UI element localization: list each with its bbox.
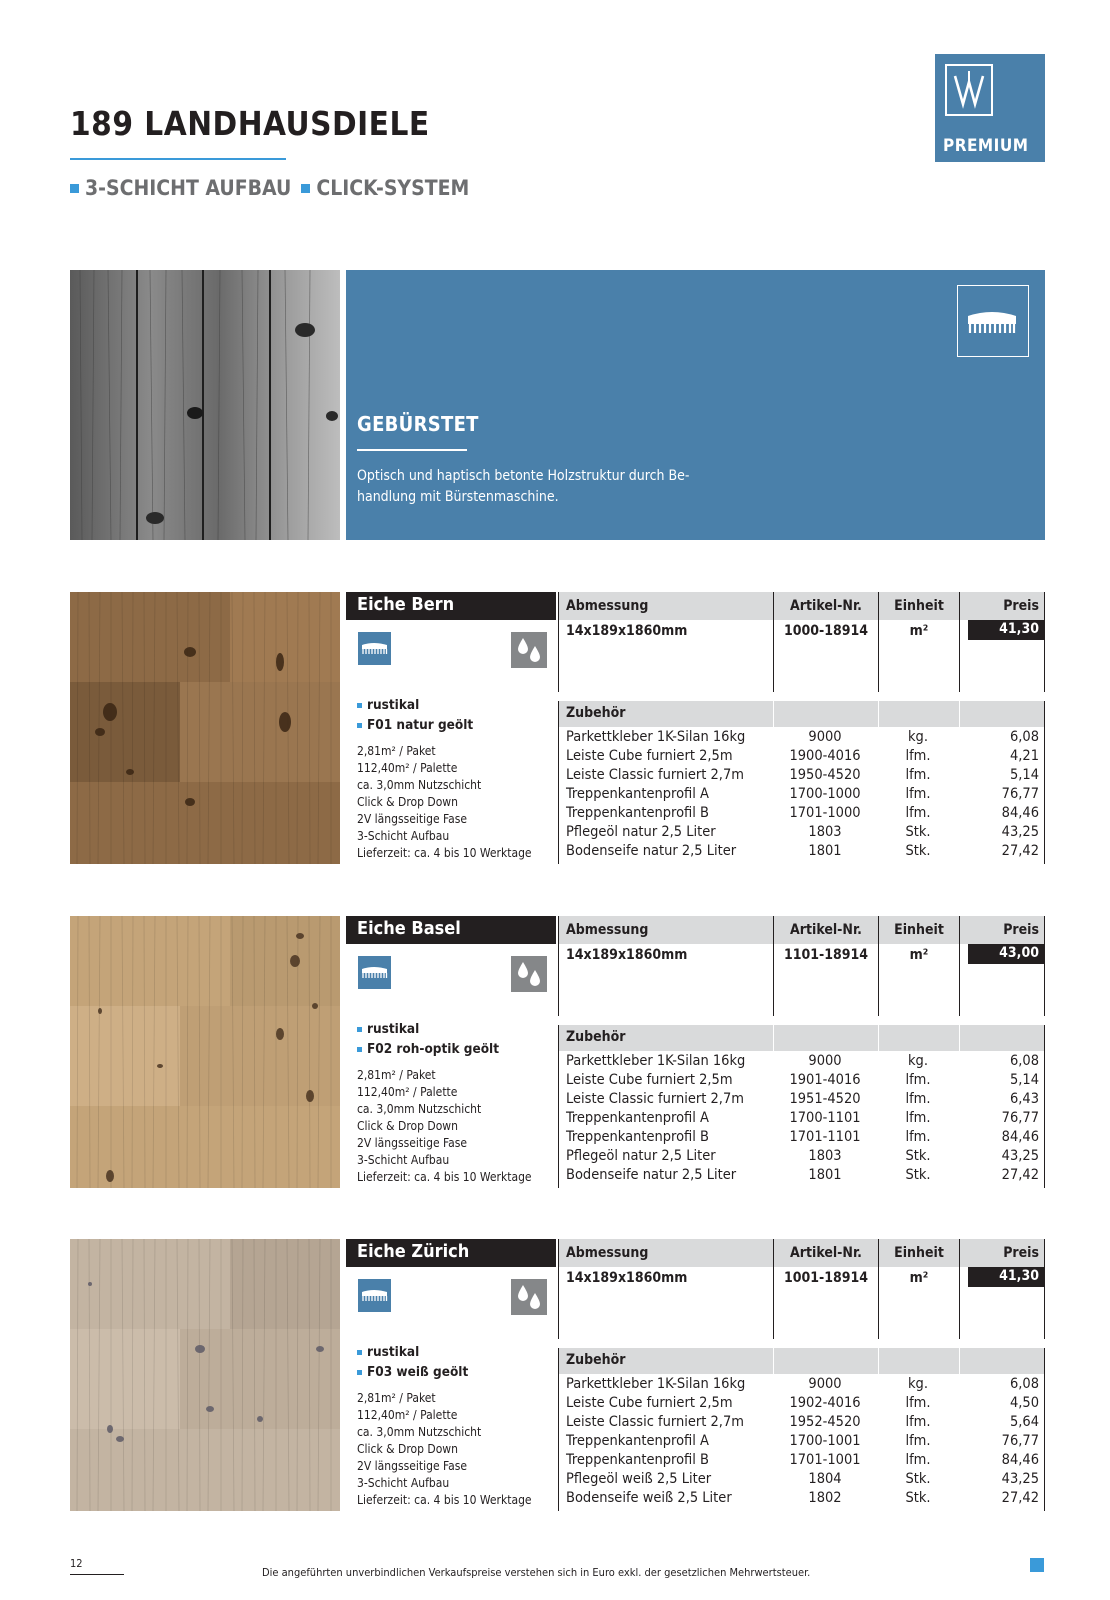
accessory-price: 4,50 <box>1009 1395 1039 1411</box>
spec-item: Lieferzeit: ca. 4 bis 10 Werktage <box>357 846 532 860</box>
wood-sample-image <box>70 1239 340 1511</box>
spec-item: 112,40m² / Palette <box>357 1408 458 1422</box>
spec-item: 3-Schicht Aufbau <box>357 1153 450 1167</box>
accessory-unit: Stk. <box>905 1167 931 1183</box>
finish-text: F03 weiß geölt <box>367 1364 469 1380</box>
finish-label <box>357 1362 557 1382</box>
accessory-unit: lfm. <box>905 1414 931 1430</box>
main-dimension: 14x189x1860mm <box>566 947 688 963</box>
main-article: 1000-18914 <box>783 623 869 639</box>
accessory-price: 76,77 <box>1001 786 1039 802</box>
accessory-price: 84,46 <box>1001 805 1039 821</box>
table-divider <box>1044 701 1045 864</box>
price-table <box>558 592 1045 864</box>
accessory-row <box>558 824 1045 843</box>
accessory-row <box>558 1129 1045 1148</box>
table-divider <box>959 1025 960 1051</box>
accessory-price: 43,25 <box>1001 1148 1039 1164</box>
accessories-header-cell <box>774 1348 878 1374</box>
spec-item: 3-Schicht Aufbau <box>357 1476 450 1490</box>
accessory-row <box>558 748 1045 767</box>
accessory-name: Treppenkantenprofil B <box>566 805 709 821</box>
spec-item: 112,40m² / Palette <box>357 761 458 775</box>
table-divider <box>558 592 559 692</box>
accessory-article: 1950-4520 <box>789 767 861 783</box>
accessory-unit: Stk. <box>905 843 931 859</box>
accessories-header-cell <box>960 1348 1045 1374</box>
accessory-article: 1801 <box>808 843 842 859</box>
accessory-name: Leiste Cube furniert 2,5m <box>566 748 733 764</box>
brush-icon <box>358 632 391 665</box>
product-info <box>357 1342 557 1509</box>
header-price: Preis <box>960 1239 1045 1267</box>
title-underline <box>70 158 286 160</box>
brush-icon <box>358 956 391 989</box>
accessory-unit: lfm. <box>905 1395 931 1411</box>
accessory-name: Treppenkantenprofil B <box>566 1129 709 1145</box>
spec-item: 2,81m² / Paket <box>357 744 436 758</box>
accessory-price: 5,14 <box>1009 767 1039 783</box>
finish-text: F01 natur geölt <box>367 717 474 733</box>
accessory-row <box>558 1376 1045 1395</box>
accessory-price: 6,08 <box>1009 1053 1039 1069</box>
premium-badge <box>935 54 1045 162</box>
accessory-price: 76,77 <box>1001 1433 1039 1449</box>
accessory-price: 6,43 <box>1009 1091 1039 1107</box>
accessory-name: Treppenkantenprofil A <box>566 786 709 802</box>
accessory-unit: Stk. <box>905 1148 931 1164</box>
accessory-name: Leiste Cube furniert 2,5m <box>566 1072 733 1088</box>
grade-label <box>357 1019 557 1039</box>
accessory-unit: lfm. <box>905 1091 931 1107</box>
accessory-unit: lfm. <box>905 805 931 821</box>
accessory-row <box>558 1433 1045 1452</box>
accessories-header-cell <box>960 701 1045 727</box>
spec-list <box>357 1390 557 1509</box>
header-price: Preis <box>960 916 1045 944</box>
accessory-article: 1801 <box>808 1167 842 1183</box>
accessory-article: 1803 <box>808 824 842 840</box>
spec-item: Lieferzeit: ca. 4 bis 10 Werktage <box>357 1170 532 1184</box>
accessory-article: 1701-1000 <box>789 805 861 821</box>
accessory-name: Treppenkantenprofil A <box>566 1110 709 1126</box>
accessory-article: 9000 <box>808 1053 842 1069</box>
accessories-header-cell <box>879 701 959 727</box>
finish-label <box>357 1039 557 1059</box>
accessory-name: Leiste Classic furniert 2,7m <box>566 1414 744 1430</box>
accessory-price: 43,25 <box>1001 1471 1039 1487</box>
grade-text: rustikal <box>367 1344 420 1360</box>
table-divider <box>959 701 960 727</box>
price-table <box>558 916 1045 1188</box>
accessory-row <box>558 1395 1045 1414</box>
accessory-price: 4,21 <box>1009 748 1039 764</box>
spec-item: ca. 3,0mm Nutzschicht <box>357 1425 482 1439</box>
header-dimension: Abmessung <box>558 592 773 620</box>
spec-item: 2,81m² / Paket <box>357 1068 436 1082</box>
accessory-row <box>558 843 1045 862</box>
table-divider <box>959 592 960 692</box>
accessory-article: 1901-4016 <box>789 1072 861 1088</box>
finish-label <box>357 715 557 735</box>
header-article: Artikel-Nr. <box>774 1239 878 1267</box>
accessory-article: 1902-4016 <box>789 1395 861 1411</box>
feature-description <box>357 466 747 508</box>
page-number: 12 <box>70 1557 83 1570</box>
accessory-unit: Stk. <box>905 1490 931 1506</box>
accessory-unit: lfm. <box>905 1072 931 1088</box>
table-divider <box>558 1025 559 1188</box>
feature-description-line: Optisch und haptisch betonte Holzstruktur durch Be- <box>357 468 690 484</box>
accessories-header: Zubehör <box>558 1348 773 1374</box>
accessories-header-cell <box>774 1025 878 1051</box>
main-price: 43,00 <box>968 944 1045 964</box>
accessory-article: 1900-4016 <box>789 748 861 764</box>
page-number-underline <box>70 1574 124 1575</box>
table-divider <box>773 1025 774 1051</box>
accessories-header-cell <box>879 1348 959 1374</box>
accessory-row <box>558 786 1045 805</box>
feature-title-underline <box>357 449 467 451</box>
accessory-price: 27,42 <box>1001 843 1039 859</box>
accessory-unit: kg. <box>908 1053 928 1069</box>
bullet-square-icon <box>357 1047 362 1052</box>
header-price: Preis <box>960 592 1045 620</box>
spec-item: 2V längsseitige Fase <box>357 812 468 826</box>
main-article: 1001-18914 <box>783 1270 869 1286</box>
header-dimension: Abmessung <box>558 916 773 944</box>
accessory-name: Bodenseife natur 2,5 Liter <box>566 1167 737 1183</box>
accessory-unit: kg. <box>908 729 928 745</box>
main-article: 1101-18914 <box>783 947 869 963</box>
product-block <box>70 1239 1045 1511</box>
accessory-price: 76,77 <box>1001 1110 1039 1126</box>
spec-item: 2,81m² / Paket <box>357 1391 436 1405</box>
accessory-article: 1952-4520 <box>789 1414 861 1430</box>
accessory-name: Leiste Classic furniert 2,7m <box>566 767 744 783</box>
main-unit: m² <box>909 623 929 639</box>
accessory-row <box>558 1471 1045 1490</box>
accessory-article: 1700-1001 <box>789 1433 861 1449</box>
accessory-row <box>558 1110 1045 1129</box>
accessory-row <box>558 1452 1045 1471</box>
main-price: 41,30 <box>968 620 1045 640</box>
spec-item: ca. 3,0mm Nutzschicht <box>357 778 482 792</box>
bullet-square-icon <box>357 703 362 708</box>
accessory-name: Leiste Classic furniert 2,7m <box>566 1091 744 1107</box>
accessory-row <box>558 1053 1045 1072</box>
spec-item: Lieferzeit: ca. 4 bis 10 Werktage <box>357 1493 532 1507</box>
accessory-name: Pflegeöl natur 2,5 Liter <box>566 1148 716 1164</box>
brush-icon <box>957 285 1029 357</box>
table-divider <box>558 701 559 864</box>
accessory-article: 1701-1101 <box>789 1129 861 1145</box>
subtitle <box>70 176 469 200</box>
accessory-unit: lfm. <box>905 767 931 783</box>
accessory-price: 27,42 <box>1001 1167 1039 1183</box>
accessory-unit: lfm. <box>905 1129 931 1145</box>
bullet-square-icon <box>301 184 310 193</box>
bullet-square-icon <box>357 1350 362 1355</box>
accessory-row <box>558 1167 1045 1186</box>
accessory-name: Leiste Cube furniert 2,5m <box>566 1395 733 1411</box>
bullet-square-icon <box>70 184 79 193</box>
accessory-row <box>558 1072 1045 1091</box>
water-drops-icon <box>511 956 547 992</box>
wood-sample-image <box>70 592 340 864</box>
spec-item: Click & Drop Down <box>357 1442 458 1456</box>
water-drops-icon <box>511 1279 547 1315</box>
product-name: Eiche Basel <box>346 916 556 944</box>
product-name: Eiche Zürich <box>346 1239 556 1267</box>
table-divider <box>558 916 559 1016</box>
grade-label <box>357 695 557 715</box>
accessory-unit: lfm. <box>905 748 931 764</box>
accessory-unit: lfm. <box>905 786 931 802</box>
spec-item: 3-Schicht Aufbau <box>357 829 450 843</box>
table-divider <box>878 916 879 1016</box>
accessory-unit: lfm. <box>905 1433 931 1449</box>
product-info <box>357 1019 557 1186</box>
brushed-wood-image <box>70 270 340 540</box>
table-divider <box>773 1239 774 1339</box>
header-unit: Einheit <box>879 592 959 620</box>
footer-square-icon <box>1030 1558 1044 1572</box>
subtitle-item: 3-SCHICHT AUFBAU <box>85 176 292 200</box>
accessory-price: 6,08 <box>1009 729 1039 745</box>
spec-item: 112,40m² / Palette <box>357 1085 458 1099</box>
spec-item: 2V längsseitige Fase <box>357 1136 468 1150</box>
table-divider <box>1044 916 1045 1016</box>
main-price: 41,30 <box>968 1267 1045 1287</box>
accessory-row <box>558 805 1045 824</box>
header-article: Artikel-Nr. <box>774 592 878 620</box>
main-unit: m² <box>909 1270 929 1286</box>
table-divider <box>1044 1025 1045 1188</box>
header-unit: Einheit <box>879 916 959 944</box>
product-block <box>70 916 1045 1188</box>
accessories-header-cell <box>879 1025 959 1051</box>
header-article: Artikel-Nr. <box>774 916 878 944</box>
accessory-price: 5,14 <box>1009 1072 1039 1088</box>
accessory-unit: Stk. <box>905 1471 931 1487</box>
accessory-name: Parkettkleber 1K-Silan 16kg <box>566 1376 746 1392</box>
main-dimension: 14x189x1860mm <box>566 623 688 639</box>
accessory-price: 43,25 <box>1001 824 1039 840</box>
table-divider <box>959 916 960 1016</box>
premium-label: PREMIUM <box>943 136 1029 156</box>
accessory-name: Parkettkleber 1K-Silan 16kg <box>566 1053 746 1069</box>
feature-description-line: handlung mit Bürstenmaschine. <box>357 489 559 505</box>
accessory-article: 1701-1001 <box>789 1452 861 1468</box>
accessories-header-cell <box>774 701 878 727</box>
accessory-name: Pflegeöl weiß 2,5 Liter <box>566 1471 712 1487</box>
table-divider <box>959 1348 960 1374</box>
water-drops-icon <box>511 632 547 668</box>
accessory-name: Parkettkleber 1K-Silan 16kg <box>566 729 746 745</box>
accessory-article: 1700-1000 <box>789 786 861 802</box>
table-divider <box>558 1239 559 1339</box>
accessory-article: 1803 <box>808 1148 842 1164</box>
feature-panel <box>346 270 1045 540</box>
grade-label <box>357 1342 557 1362</box>
finish-text: F02 roh-optik geölt <box>367 1041 500 1057</box>
accessory-row <box>558 1148 1045 1167</box>
bullet-square-icon <box>357 1027 362 1032</box>
header-dimension: Abmessung <box>558 1239 773 1267</box>
accessories-header: Zubehör <box>558 701 773 727</box>
bullet-square-icon <box>357 723 362 728</box>
accessory-row <box>558 729 1045 748</box>
table-divider <box>773 1348 774 1374</box>
product-info <box>357 695 557 862</box>
product-block <box>70 592 1045 864</box>
wood-sample-image <box>70 916 340 1188</box>
product-name: Eiche Bern <box>346 592 556 620</box>
table-divider <box>773 701 774 727</box>
accessory-article: 1802 <box>808 1490 842 1506</box>
table-divider <box>878 701 879 727</box>
main-unit: m² <box>909 947 929 963</box>
grade-text: rustikal <box>367 1021 420 1037</box>
accessory-row <box>558 767 1045 786</box>
table-divider <box>773 916 774 1016</box>
accessory-unit: lfm. <box>905 1452 931 1468</box>
price-table <box>558 1239 1045 1511</box>
accessory-article: 9000 <box>808 1376 842 1392</box>
subtitle-item: CLICK-SYSTEM <box>316 176 470 200</box>
bullet-square-icon <box>357 1370 362 1375</box>
accessory-unit: kg. <box>908 1376 928 1392</box>
accessories-header-cell <box>960 1025 1045 1051</box>
table-divider <box>1044 1239 1045 1339</box>
accessories-header: Zubehör <box>558 1025 773 1051</box>
spec-item: Click & Drop Down <box>357 795 458 809</box>
accessory-article: 1804 <box>808 1471 842 1487</box>
spec-item: 2V längsseitige Fase <box>357 1459 468 1473</box>
accessory-name: Bodenseife weiß 2,5 Liter <box>566 1490 732 1506</box>
accessory-price: 27,42 <box>1001 1490 1039 1506</box>
table-divider <box>1044 592 1045 692</box>
price-disclaimer: Die angeführten unverbindlichen Verkaufspreise verstehen sich in Euro exkl. der gesetzlichen Mehrwertsteuer. <box>262 1566 811 1579</box>
accessory-name: Treppenkantenprofil A <box>566 1433 709 1449</box>
accessory-price: 84,46 <box>1001 1452 1039 1468</box>
spec-list <box>357 743 557 862</box>
accessory-unit: lfm. <box>905 1110 931 1126</box>
feature-title: GEBÜRSTET <box>357 412 479 436</box>
grade-text: rustikal <box>367 697 420 713</box>
table-divider <box>1044 1348 1045 1511</box>
accessory-row <box>558 1490 1045 1509</box>
spec-item: Click & Drop Down <box>357 1119 458 1133</box>
table-divider <box>773 592 774 692</box>
header-unit: Einheit <box>879 1239 959 1267</box>
spec-item: ca. 3,0mm Nutzschicht <box>357 1102 482 1116</box>
table-divider <box>558 1348 559 1511</box>
page-title: 189 LANDHAUSDIELE <box>70 104 430 143</box>
accessory-article: 1951-4520 <box>789 1091 861 1107</box>
accessory-price: 6,08 <box>1009 1376 1039 1392</box>
premium-logo-icon <box>945 64 993 116</box>
brush-icon <box>358 1279 391 1312</box>
main-dimension: 14x189x1860mm <box>566 1270 688 1286</box>
table-divider <box>878 1239 879 1339</box>
accessory-name: Treppenkantenprofil B <box>566 1452 709 1468</box>
accessory-article: 9000 <box>808 729 842 745</box>
accessory-name: Pflegeöl natur 2,5 Liter <box>566 824 716 840</box>
table-divider <box>878 592 879 692</box>
accessory-article: 1700-1101 <box>789 1110 861 1126</box>
table-divider <box>878 1348 879 1374</box>
table-divider <box>878 1025 879 1051</box>
accessory-row <box>558 1091 1045 1110</box>
accessory-row <box>558 1414 1045 1433</box>
accessory-price: 84,46 <box>1001 1129 1039 1145</box>
accessory-name: Bodenseife natur 2,5 Liter <box>566 843 737 859</box>
accessory-unit: Stk. <box>905 824 931 840</box>
table-divider <box>959 1239 960 1339</box>
spec-list <box>357 1067 557 1186</box>
accessory-price: 5,64 <box>1009 1414 1039 1430</box>
